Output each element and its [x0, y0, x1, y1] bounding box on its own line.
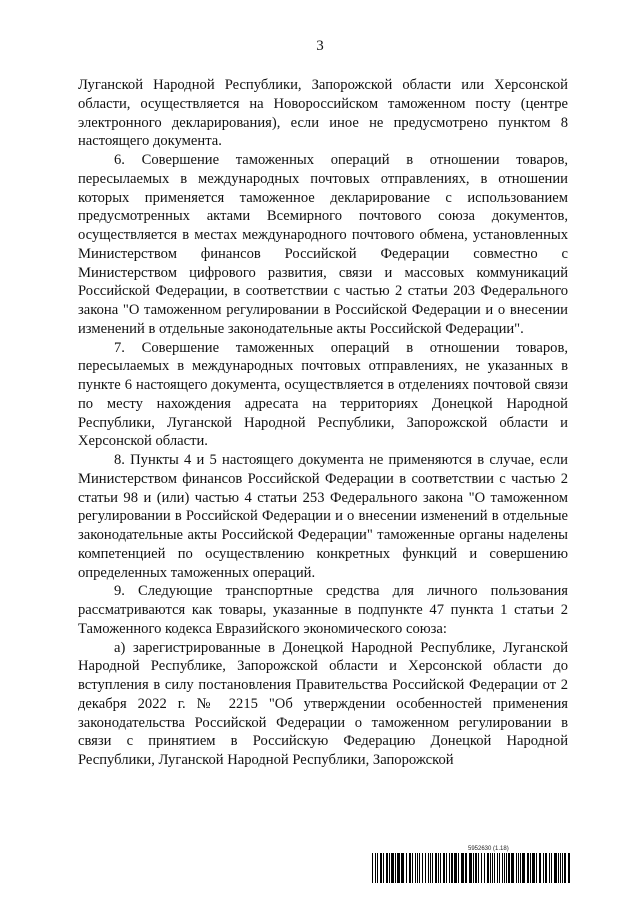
- paragraph-item-9: 9. Следующие транспортные средства для личного пользования рассматриваются как товары, указанные в подпункте 47 пункта 1 статьи 2 Таможенного кодекса Евразийского экономического союза:: [78, 583, 568, 637]
- paragraph-continuation: Луганской Народной Республики, Запорожской области или Херсонской области, осуществляется на Новороссийском таможенном посту (центре электронного декларирования), если иное не предусмотрено пунктом 8 настоящего документа.: [78, 77, 568, 150]
- document-id: 5952630 (1.18): [468, 846, 509, 852]
- document-body: [78, 76, 568, 770]
- paragraph-item-8: 8. Пункты 4 и 5 настоящего документа не применяются в случае, если Министерством финансов Российской Федерации в соответствии с частью 2 статьи 98 и (или) частью 4 статьи 253 Федерального закона "О таможенном регулировании в Российской Федерации и о внесении изменений в отдельные законодательные акты Российской Федерации" таможенные органы наделены компетенцией по осуществлению конкретных функций и совершению определенных таможенных операций.: [78, 452, 568, 581]
- paragraph-item-7: 7. Совершение таможенных операций в отношении товаров, пересылаемых в международных почтовых отправлениях, не указанных в пункте 6 настоящего документа, осуществляется в отделениях почтовой связи по месту нахождения адресата на территориях Донецкой Народной Республики, Луганской Народной Республики, Запорожской области и Херсонской области.: [78, 339, 568, 450]
- paragraph-item-9a: а) зарегистрированные в Донецкой Народной Республике, Луганской Народной Республике, Запорожской области и Херсонской области до вступления в силу постановления Правительства Российской Федерации от 2 декабря 2022 г. № 2215 "Об утверждении особенностей применения законодательства Российской Федерации о таможенном регулировании в связи с принятием в Российскую Федерацию Донецкой Народной Республики, Луганской Народной Республики, Запорожской: [78, 639, 568, 768]
- page-number: 3: [316, 38, 324, 54]
- paragraph-item-6: 6. Совершение таможенных операций в отношении товаров, пересылаемых в международных почтовых отправлениях, в отношении которых применяется таможенное декларирование с использованием предусмотренных актами Всемирного почтового союза документов, осуществляется в местах международного почтового обмена, установленных Министерством финансов Российской Федерации совместно с Министерством цифрового развития, связи и массовых коммуникаций Российской Федерации, в соответствии с частью 2 статьи 203 Федерального закона "О таможенном регулировании в Российской Федерации и о внесении изменений в отдельные законодательные акты Российской Федерации".: [78, 152, 568, 337]
- barcode-image: [372, 853, 570, 883]
